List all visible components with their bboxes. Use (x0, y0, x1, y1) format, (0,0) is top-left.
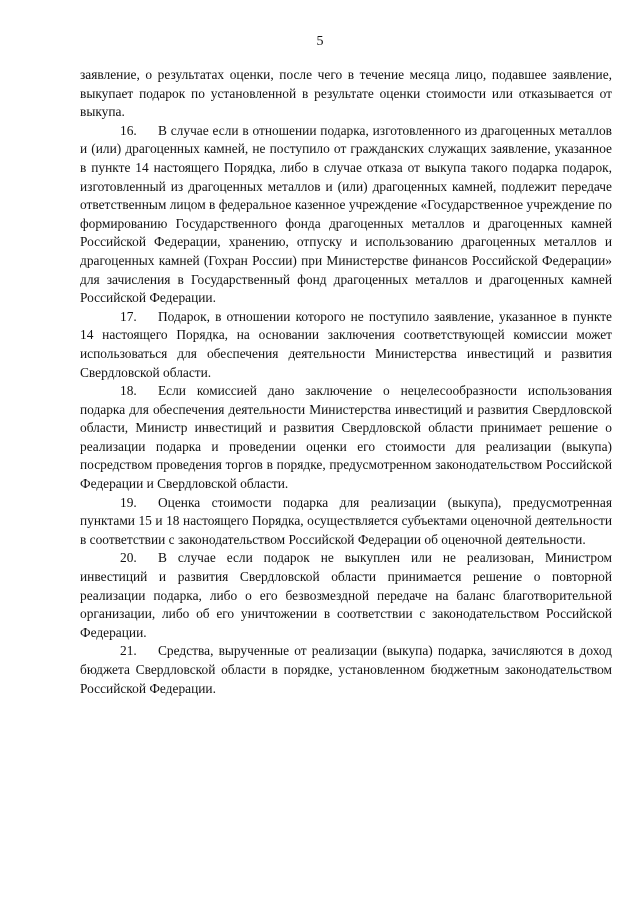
paragraph-number: 19. (120, 494, 137, 510)
paragraph-number: 20. (120, 550, 137, 566)
paragraph-continuation (80, 66, 612, 122)
paragraph-16 (80, 122, 612, 308)
paragraph-number: 17. (120, 308, 137, 324)
paragraph-19 (80, 494, 612, 550)
page-number: 5 (316, 34, 324, 49)
paragraph-text: В случае если подарок не выкуплен или не реализован, Министром инвестиций и развития Свердловской области принимается решение о повторной реализации подарка, либо о его безвозмездной передаче на баланс благотворительной организации, либо об его уничтожении в соответствии с законодательством Российской Федерации. (80, 550, 612, 640)
paragraph-21 (80, 642, 612, 698)
paragraph-number: 18. (120, 383, 137, 399)
paragraph-text: Оценка стоимости подарка для реализации (выкупа), предусмотренная пунктами 15 и 18 настоящего Порядка, осуществляется субъектами оценочной деятельности в соответствии с законодательством Российской Федерации об оценочной деятельности. (80, 494, 612, 547)
paragraph-18 (80, 382, 612, 494)
document-body (80, 66, 612, 698)
paragraph-text: В случае если в отношении подарка, изготовленного из драгоценных металлов и (или) драгоценных камней, не поступило от гражданских служащих заявление, указанное в пункте 14 настоящего Порядка, либо в случае отказа от выкупа такого подарка подарок, изготовленный из драгоценных металлов и (или) драгоценных камней, подлежит передаче ответственным лицом в федеральное казенное учреждение «Государственное учреждение по формированию Государственного фонда драгоценных металлов и драгоценных камней Российской Федерации, хранению, отпуску и использованию драгоценных металлов и драгоценных камней (Гохран России) при Министерстве финансов Российской Федерации» для зачисления в Государственный фонд драгоценных металлов и драгоценных камней Российской Федерации. (80, 122, 612, 306)
paragraph-number: 21. (120, 643, 137, 659)
paragraph-20 (80, 549, 612, 642)
paragraph-text: Средства, вырученные от реализации (выкупа) подарка, зачисляются в доход бюджета Свердловской области в порядке, установленном бюджетным законодательством Российской Федерации. (80, 643, 612, 696)
paragraph-number: 16. (120, 122, 137, 138)
paragraph-text: Подарок, в отношении которого не поступило заявление, указанное в пункте 14 настоящего Порядка, на основании заключения соответствующей комиссии может использоваться для обеспечения деятельности Министерства инвестиций и развития Свердловской области. (80, 308, 612, 380)
paragraph-17 (80, 308, 612, 382)
paragraph-text: заявление, о результатах оценки, после чего в течение месяца лицо, подавшее заявление, выкупает подарок по установленной в результате оценки стоимости или отказывается от выкупа. (80, 67, 612, 120)
paragraph-text: Если комиссией дано заключение о нецелесообразности использования подарка для обеспечения деятельности Министерства инвестиций и развития Свердловской области, Министр инвестиций и развития Свердловской области принимает решение о реализации подарка и проведении оценки его стоимости для реализации (выкупа) посредством проведения торгов в порядке, предусмотренном законодательством Российской Федерации и Свердловской области. (80, 383, 612, 492)
